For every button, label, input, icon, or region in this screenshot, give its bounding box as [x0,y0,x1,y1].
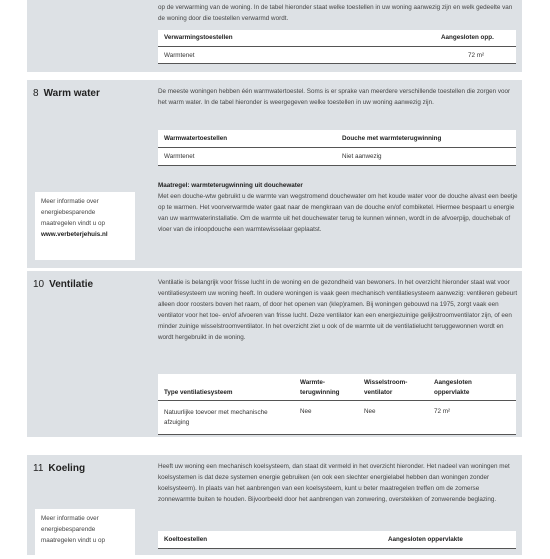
info-box [35,192,135,260]
heating-col-area: Aangesloten opp. [441,34,494,41]
heating-area: 72 m² [468,52,485,59]
table-row [158,148,516,165]
section-title [33,88,100,99]
section-number: 11 [33,463,44,474]
warm-water-col-devices: Warmwatertoestellen [164,135,228,142]
table-row [158,47,516,63]
heating-intro: op de verwarming van de woning. In de tabel hieronder staat welke toestellen in uw woning aanwezig zijn en welk gedeelte van de woning door die toestellen verwarmd wordt. [158,4,513,22]
measure-block [158,180,518,235]
heating-device: Warmtenet [164,52,195,59]
cooling-intro: Heeft uw woning een mechanisch koelsysteem, dan staat dit vermeld in het overzicht hieronder. Het nadeel van woningen met koelsystemen is dat deze systemen energie gebruiken (en ook een slechter energielabel hebben dan woningen zonder koelsysteem). In plaats van het aanbrengen van een koelsysteem, kunt u beter maatregelen treffen om de zomerse zonnewarmte buiten te houden. Bijvoorbeeld door het aanbrengen van zonwering, overstekken of zonwerende beglazing. [158,463,510,503]
vent-area: 72 m² [434,408,451,415]
vent-col-heat-recovery: Warmte- terugwinning [300,379,340,396]
vent-heat-recovery: Nee [300,408,312,415]
heating-section [27,0,522,72]
cooling-col-devices: Koeltoestellen [164,536,208,543]
warm-water-device: Warmtenet [164,153,195,160]
vent-type: Natuurlijke toevoer met mechanische afzuiging [164,409,268,426]
warm-water-table-header [158,130,516,148]
cooling-table [158,531,516,549]
warm-water-section [27,80,522,268]
ventilation-table [158,374,516,435]
ventilation-table-header [158,374,516,401]
table-row [158,401,516,434]
measure-title: Maatregel: warmteterugwinning uit douchewater [158,182,303,189]
warm-water-col-shower: Douche met warmteterugwinning [342,135,442,142]
vent-col-type: Type ventilatiesysteem [164,389,233,396]
vent-col-ac-fan: Wisselstroom- ventilator [364,379,408,396]
section-heading: Warm water [43,88,100,99]
vent-ac-fan: Nee [364,408,376,415]
info-link[interactable]: www.verbeterjehuis.nl [41,231,108,238]
cooling-section [27,455,522,555]
warm-water-table [158,130,516,166]
vent-col-area: Aangesloten oppervlakte [434,379,472,396]
warm-water-intro: De meeste woningen hebben één warmwatertoestel. Soms is er sprake van meerdere verschillende toestellen die zorgen voor het warm water. In de tabel hieronder is weergegeven welke toestellen in uw woning aanwezig zijn. [158,88,511,106]
info-text: Meer informatie over energiebesparende maatregelen vindt u op [41,198,106,227]
section-number: 10 [33,279,45,290]
section-heading: Koeling [48,463,86,474]
measure-text: Met een douche-wtw gebruikt u de warmte van wegstromend douchewater om het koude water voor de douche alvast een beetje op te warmen. Het voorverwarmde water gaat naar de mengkraan van de douche en/of combiketel. Hiermee bespaart u energie van uw warmwaterinstallatie. Om de warmte uit het douchewater terug te kunnen winnen, wordt in de afvoerpijp, douchebak of vloer van de inloopdouche een warmtewisselaar geplaatst. [158,193,518,233]
section-title [33,463,85,474]
heating-col-devices: Verwarmingstoestellen [164,34,233,41]
warm-water-shower: Niet aanwezig [342,153,382,160]
ventilation-section [27,271,522,437]
section-number: 8 [33,88,39,99]
info-text: Meer informatie over energiebesparende maatregelen vindt u op [41,515,106,544]
cooling-col-area: Aangesloten oppervlakte [388,536,463,543]
ventilation-intro: Ventilatie is belangrijk voor frisse lucht in de woning en de gezondheid van bewoners. In het overzicht hieronder staat wat voor ventilatiesysteem uw woning heeft. In oudere woningen is vaak geen mechanisch ventilatiesysteem aanwezig: ventileren gebeurt alleen door roosters boven het raam, of door het openen van (klep)ramen. Bij woningen gebouwd na 1975, zorgt vaak een ventilator voor het toe- en/of afvoeren van frisse lucht. Deze ventilator kan een energiezuinige gelijkstroomventilator zijn, of een minder zuinige wisselstroomventilator. In het overzicht ziet u ook of de warmte uit de ventilatielucht teruggewonnen wordt en wordt hergebruikt in de woning. [158,279,518,341]
cooling-table-header [158,531,516,549]
section-title [33,279,93,290]
heating-table [158,30,516,64]
heating-table-header [158,30,516,47]
section-heading: Ventilatie [49,279,94,290]
info-box [35,509,135,559]
